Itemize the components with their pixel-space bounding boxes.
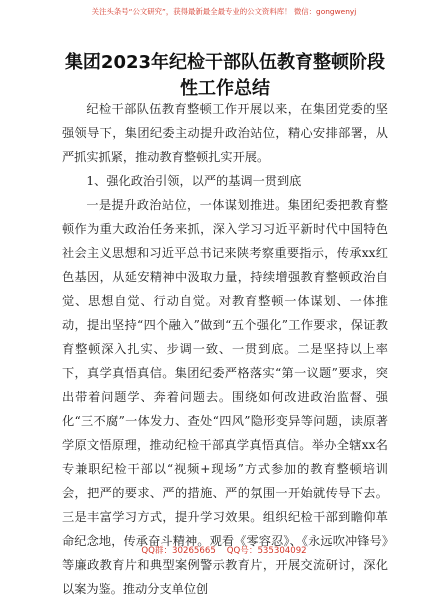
section-heading: 1、强化政治引领，以严的基调一贯到底 [86, 174, 302, 188]
section-paragraph: 一是提升政治站位，一体谋划推进。集团纪委把教育整顿作为重大政治任务来抓，深入学习习近平新时代中国特色社会主义思想和习近平总书记来陕考察重要指示，传承xx红色基因，从延安精神中汲取力量，持续增强教育整顿政治自觉、思想自觉、行动自觉。对教育整顿一体谋划、一体推动，提出坚持“四个融入”做到“五个强化”工作要求，保证教育整顿深入扎实、步调一致、一贯到底。二是坚持以上率下，真学真悟真信。集团纪委严格落实“第一议题”要求，突出带着问题学、奔着问题去。围绕如何改进政治监督、强化“三不腐”一体发力、查处“四风”隐形变异等问题，读原著学原文悟原理，推动纪检干部真学真悟真信。举办全辖xx名专兼职纪检干部以“视频+现场”方式参加的教育整顿培训会，把严的要求、严的措施、严的氛围一开始就传导下去。三是丰富学习方式，提升学习效果。组织纪检干部到瞻仰革命纪念地，传承奋斗精神。观看《零容忍》、《永远吹冲锋号》等廉政教育片和典型案例警示教育片，开展交流研讨，深化以案为鉴。推动分支单位创 [62, 198, 388, 596]
document-title: 集团2023年纪检干部队伍教育整顿阶段性工作总结 [64, 52, 386, 99]
header-banner: 关注头条号“公文研究”，获得最新最全最专业的公文资料库！ 微信：gongwenyj [91, 7, 357, 16]
document-body [62, 97, 388, 601]
intro-paragraph: 纪检干部队伍教育整顿工作开展以来，在集团党委的坚强领导下，集团纪委主动提升政治站位，精心安排部署，从严抓实抓紧，推动教育整顿扎实开展。 [62, 102, 388, 164]
footer-contact: QQ群：30265665 QQ号：535304092 [141, 546, 307, 556]
